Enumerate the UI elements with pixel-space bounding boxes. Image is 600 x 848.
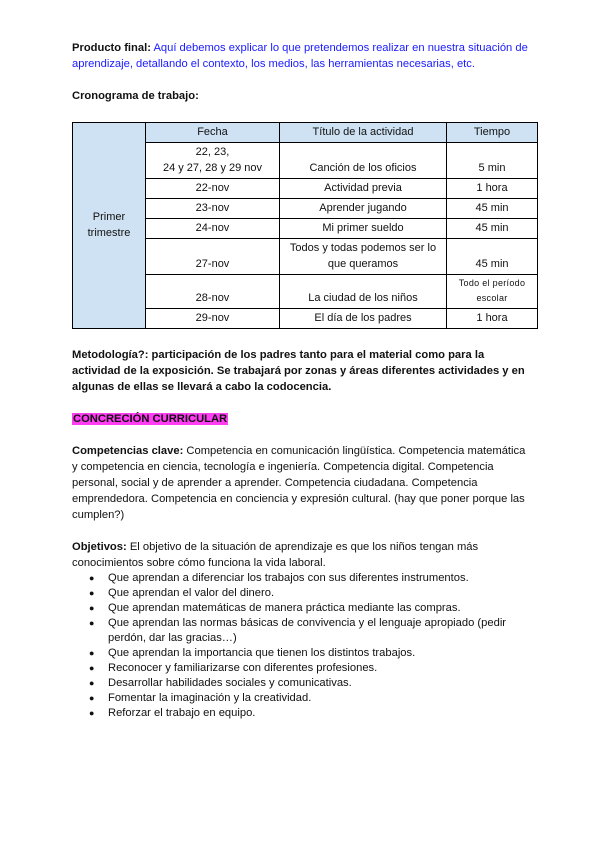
cell-fecha: 22, 23, 24 y 27, 28 y 29 nov (146, 143, 280, 179)
cell-titulo: Canción de los oficios (280, 143, 447, 179)
table-header-row (73, 123, 538, 143)
objetivos-label: Objetivos: (72, 541, 127, 553)
cell-titulo: Todos y todas podemos ser lo que queramos (280, 239, 447, 275)
objetivos-list (72, 571, 532, 721)
cell-tiempo: Todo el período escolar (447, 275, 538, 309)
list-item: ● Reconocer y familiarizarse con diferentes profesiones. (92, 661, 532, 676)
list-item: ● Que aprendan matemáticas de manera práctica mediante las compras. (92, 601, 532, 616)
list-item: ● Que aprendan la importancia que tienen los distintos trabajos. (92, 646, 532, 661)
list-item: ● Que aprendan el valor del dinero. (92, 586, 532, 601)
cell-fecha: 28-nov (146, 275, 280, 309)
term-cell (73, 123, 146, 329)
list-item: ● Que aprendan las normas básicas de convivencia y el lenguaje apropiado (pedir perdón, dar las gracias…) (92, 616, 532, 646)
cell-titulo: Actividad previa (280, 179, 447, 199)
cell-tiempo: 45 min (447, 199, 538, 219)
cell-fecha: 22-nov (146, 179, 280, 199)
list-item: ● Que aprendan a diferenciar los trabajos con sus diferentes instrumentos. (92, 571, 532, 586)
competencias-label: Competencias clave: (72, 445, 184, 457)
competencias-text: Competencia en comunicación lingüística. Competencia matemática y competencia en ciencia, tecnología e ingeniería. Competencia digital. Competencia personal, social y de aprender a aprender. Competencia ciudadana. Competencia emprendedora. Competencia en conciencia y expresión cultural. (hay que poner porque las cumplen?) (72, 445, 526, 521)
cronograma-heading: Cronograma de trabajo: (72, 90, 199, 102)
cell-titulo: Aprender jugando (280, 199, 447, 219)
objetivos-intro: El objetivo de la situación de aprendizaje es que los niños tengan más conocimientos sobre cómo funciona la vida laboral. (72, 541, 479, 569)
cell-tiempo: 1 hora (447, 309, 538, 329)
cell-titulo: Mi primer sueldo (280, 219, 447, 239)
list-item: ● Desarrollar habilidades sociales y comunicativas. (92, 676, 532, 691)
cell-fecha: 27-nov (146, 239, 280, 275)
cell-titulo: La ciudad de los niños (280, 275, 447, 309)
cell-fecha: 29-nov (146, 309, 280, 329)
cell-tiempo: 1 hora (447, 179, 538, 199)
cell-fecha: 24-nov (146, 219, 280, 239)
producto-final-paragraph (72, 40, 532, 72)
term-label: Primer trimestre (87, 211, 131, 239)
metodologia-paragraph: Metodología?: participación de los padres tanto para el material como para la actividad de la exposición. Se trabajará por zonas y áreas diferentes actividades y en algunas de ellas se llevará a cabo la codocencia. (72, 349, 525, 393)
cronograma-table (72, 122, 538, 329)
producto-final-text: Aquí debemos explicar lo que pretendemos realizar en nuestra situación de aprendizaje, detallando el contexto, los medios, las herramientas necesarias, etc. (72, 42, 528, 70)
header-tiempo: Tiempo (447, 123, 538, 143)
list-item: ● Reforzar el trabajo en equipo. (92, 706, 532, 721)
header-titulo: Título de la actividad (280, 123, 447, 143)
cell-tiempo: 5 min (447, 143, 538, 179)
cell-tiempo: 45 min (447, 219, 538, 239)
concrecion-heading: CONCRECIÓN CURRICULAR (73, 413, 228, 425)
objetivos-paragraph (72, 539, 532, 571)
competencias-paragraph (72, 443, 532, 523)
document-page (72, 40, 532, 721)
producto-final-label: Producto final: (72, 42, 151, 54)
list-item: ● Fomentar la imaginación y la creatividad. (92, 691, 532, 706)
concrecion-heading-line (72, 411, 532, 427)
cell-tiempo: 45 min (447, 239, 538, 275)
cell-titulo: El día de los padres (280, 309, 447, 329)
cell-fecha: 23-nov (146, 199, 280, 219)
header-fecha: Fecha (146, 123, 280, 143)
